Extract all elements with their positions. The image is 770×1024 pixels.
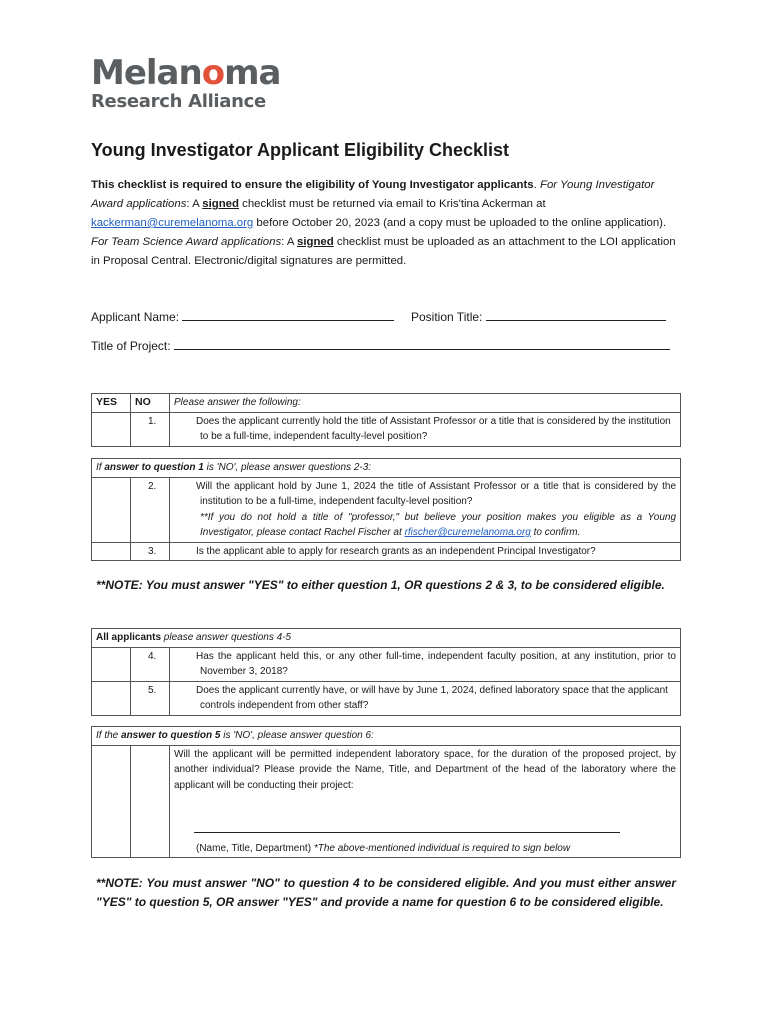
signature-note: *The above-mentioned individual is required to sign below <box>311 842 571 854</box>
intro-paragraph: This checklist is required to ensure the eligibility of Young Investigator applicants. For Young Investigator Award applications: A signed checklist must be returned via email to Kris'tina Ackerman at kackerman@curemelanoma.org before October 20, 2023 (and a copy must be uploaded to the online application). For Team Science Award applications: A signed checklist must be uploaded as an attachment to the LOI application in Proposal Central. Electronic/digital signatures are permitted. <box>91 179 676 267</box>
table3-header: All applicants please answer questions 4-5 <box>92 629 681 648</box>
table-row <box>92 459 681 478</box>
q3-text: 3. Is the applicant able to apply for research grants as an independent Principal Investigator? <box>170 542 681 561</box>
table-row <box>92 412 681 446</box>
ackerman-email-link[interactable]: kackerman@curemelanoma.org <box>91 217 254 229</box>
question-table-2 <box>91 458 681 561</box>
project-title-field[interactable] <box>174 339 670 350</box>
table-row <box>92 394 681 413</box>
signature-label: (Name, Title, Department) <box>196 842 312 854</box>
q2-text: 2. Will the applicant hold by June 1, 2024 the title of Assistant Professor or a title that is considered by the institution to be a full-time, independent faculty-level position? **If you do not hold a title of "professor," but believe your position makes you eligible as a Young Investigator, please contact Rachel Fischer at rfischer@curemelanoma.org to confirm. <box>170 477 681 542</box>
q4-yes-checkbox[interactable] <box>92 647 131 681</box>
q2-yes-checkbox[interactable] <box>92 477 131 542</box>
position-title-row <box>411 310 666 324</box>
project-title-row <box>91 339 670 353</box>
lab-head-signature-line[interactable] <box>194 830 620 833</box>
yes-column-header: YES <box>92 394 131 413</box>
q5-yes-checkbox[interactable] <box>92 681 131 715</box>
table-row <box>92 745 681 858</box>
table-row <box>92 477 681 542</box>
logo-subtitle: Research Alliance <box>91 91 266 112</box>
ts-label: For Team Science Award applications <box>91 236 282 248</box>
table4-header: If the answer to question 5 is 'NO', please answer question 6: <box>92 727 681 746</box>
intro-lead: This checklist is required to ensure the eligibility of Young Investigator applicants <box>91 179 534 191</box>
table-row <box>92 647 681 681</box>
q6-text: Will the applicant will be permitted independent laboratory space, for the duration of the proposed project, by another individual? Please provide the Name, Title, and Department of the head of the laboratory where the applicant will be conducting their project: (Name, Title, Department) *The above-mentioned individual is required to sign below <box>170 745 681 858</box>
logo-wordmark: Melanoma <box>91 53 281 93</box>
page-title: Young Investigator Applicant Eligibility Checklist <box>91 140 510 160</box>
fischer-email-link[interactable]: rfischer@curemelanoma.org <box>404 527 531 538</box>
question-table-3 <box>91 628 681 716</box>
note-2: **NOTE: You must answer "NO" to question 4 to be considered eligible. And you must either answer "YES" to question 5, OR answer "YES" and provide a name for question 6 to be considered eligible. <box>96 876 676 909</box>
question-table-1 <box>91 393 681 447</box>
note-1: **NOTE: You must answer "YES" to either question 1, OR questions 2 & 3, to be considered eligible. <box>96 578 665 592</box>
project-title-label: Title of Project: <box>91 339 171 353</box>
table-row <box>92 542 681 561</box>
question-table-4 <box>91 726 681 858</box>
q4-text: 4. Has the applicant held this, or any other full-time, independent faculty position, at any institution, prior to November 3, 2018? <box>170 647 681 681</box>
table-row <box>92 727 681 746</box>
table-row <box>92 681 681 715</box>
applicant-name-label: Applicant Name: <box>91 310 180 324</box>
q3-yes-checkbox[interactable] <box>92 542 131 561</box>
yi-label: For Young Investigator Award applications <box>91 179 655 210</box>
no-column-header: NO <box>131 394 170 413</box>
signed-emphasis-2: signed <box>297 236 334 248</box>
position-title-field[interactable] <box>486 310 666 321</box>
signed-emphasis: signed <box>202 198 239 210</box>
instruction-cell: Please answer the following: <box>170 394 681 413</box>
q1-text: 1. Does the applicant currently hold the title of Assistant Professor or a title that is considered by the institution to be a full-time, independent faculty-level position? <box>170 412 681 446</box>
melanoma-research-alliance-logo <box>91 53 281 112</box>
q6-yes-checkbox[interactable] <box>92 745 131 858</box>
applicant-name-field[interactable] <box>182 310 394 321</box>
table-row <box>92 629 681 648</box>
q5-text: 5. Does the applicant currently have, or will have by June 1, 2024, defined laboratory space that the applicant controls independent from other staff? <box>170 681 681 715</box>
position-title-label: Position Title: <box>411 310 483 324</box>
q6-no-checkbox[interactable] <box>131 745 170 858</box>
q1-yes-checkbox[interactable] <box>92 412 131 446</box>
applicant-name-row <box>91 310 394 324</box>
table2-header: If answer to question 1 is 'NO', please answer questions 2-3: <box>92 459 681 478</box>
